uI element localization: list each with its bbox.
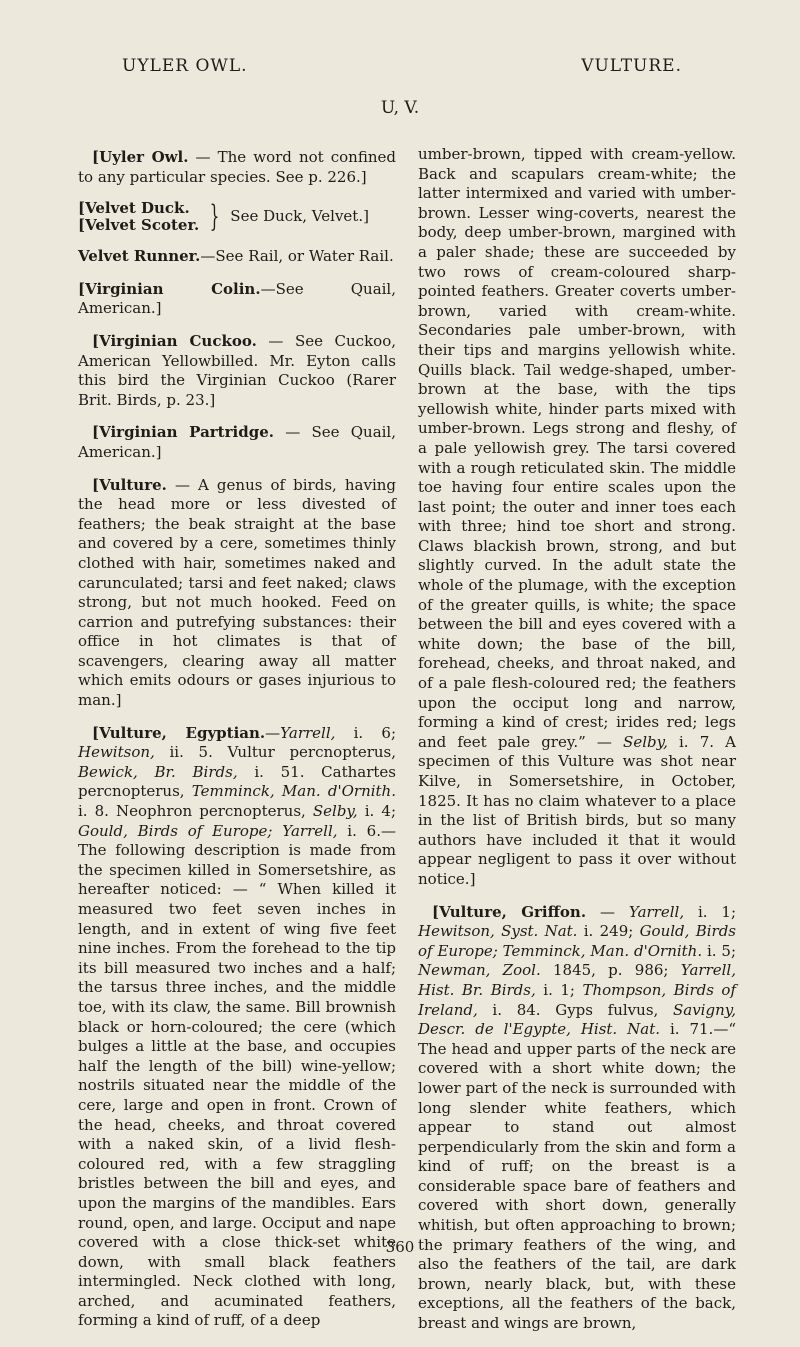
section-letter: U, V. <box>380 98 420 118</box>
entry-velvet-duck-ref: See Duck, Velvet.] <box>230 207 369 226</box>
entry-velvet-runner: Velvet Runner.—See Rail, or Water Rail. <box>78 247 394 266</box>
running-head-left: UYLER OWL. <box>122 56 248 76</box>
running-head-right: VULTURE. <box>581 56 682 76</box>
entry-virginian-colin: [Virginian Colin.—See Quail, American.] <box>78 279 396 318</box>
brace-glyph: } <box>209 199 220 235</box>
entry-vulture-genus: [Vulture. — A genus of birds, having the head more or less divested of feathers; the beak straight at the base and covered by a cere, sometimes thinly clothed with hair, sometimes naked and carunculated; tarsi and feet naked; claws strong, but not much hooked. Feed on carrion and putrefying substances: their office in hot climates is that of scavengers, clearing away all matter which emits odours or gases injurious to man.] <box>78 475 396 710</box>
entry-velvet-duck-name: [Velvet Duck. <box>78 199 190 218</box>
entry-vulture-egyptian-continued: umber-brown, tipped with cream-yellow. Back and scapulars cream-white; the latter intermixed and varied with umber-brown. Lesser wing-coverts, nearest the body, deep umber-brown, margined with a paler shade; these are succeeded by two rows of cream-coloured sharp-pointed feathers. Greater coverts umber-brown, varied with cream-white. Secondaries pale umber-brown, with their tips and margins yellowish white. Quills black. Tail wedge-shaped, umber-brown at the base, with the tips yellowish white, hinder parts mixed with umber-brown. Legs strong and fleshy, of a pale yellowish grey. The tarsi covered with a rough reticulated skin. The middle toe having four entire scales upon the last point; the outer and inner toes each with three; hind toe short and strong. Claws blackish brown, strong, and but slightly curved. In the adult state the whole of the plumage, with the exception of the greater quills, is white; the space between the bill and eyes covered with a white down; the base of the bill, forehead, cheeks, and throat naked, and of a pale flesh-coloured red; the feathers upon the occiput long and narrow, forming a kind of crest; irides red; legs and feet pale grey.” — Selby, i. 7. A specimen of this Vulture was shot near Kilve, in Somersetshire, in October, 1825. It has no claim whatever to a place in the list of British birds, but so many authors have included it that it would appear negligent to pass it over without notice.] <box>418 145 736 888</box>
entry-virginian-partridge: [Virginian Partridge. — See Quail, American.] <box>78 423 396 461</box>
entry-velvet-duck <box>78 200 396 234</box>
entry-vulture-griffon: [Vulture, Griffon. — Yarrell, i. 1; Hewitson, Syst. Nat. i. 249; Gould, Birds of Europe; Temminck, Man. d'Ornith. i. 5; Newman, Zool. 1845, p. 986; Yarrell, Hist. Br. Birds, i. 1; Thompson, Birds of Ireland, i. 84. Gyps fulvus, Savigny, Descr. de l'Egypte, Hist. Nat. i. 71.—“ The head and upper parts of the neck are covered with a short white down; the lower part of the neck is surrounded with long slender white feathers, which appear to stand out almost perpendicularly from the skin and form a kind of ruff; on the breast is a considerable space bare of feathers and covered with short down, generally whitish, but often approaching to brown; the primary feathers of the wing, and also the feathers of the tail, are dark brown, nearly black, but, with these exceptions, all the feathers of the back, breast and wings are brown, <box>418 902 737 1333</box>
entry-uyler-owl: [Uyler Owl. — The word not confined to any particular species. See p. 226.] <box>78 148 396 186</box>
entry-vulture-egyptian: [Vulture, Egyptian.—Yarrell, i. 6; Hewitson, ii. 5. Vultur percnopterus, Bewick, Br. Birds, i. 51. Cathartes percnopterus, Temminck, Man. d'Ornith. i. 8. Neophron percnopterus, Selby, i. 4; Gould, Birds of Europe; Yarrell, i. 6.— The following description is made from the specimen killed in Somersetshire, as hereafter noticed: — “ When killed it measured two feet seven inches in length, and in extent of wing five feet nine inches. From the forehead to the tip its bill measured two inches and a half; the tarsus three inches, and the middle toe, with its claw, the same. Bill brownish black or horn-coloured; the cere (which bulges a little at the base, and occupies half the length of the bill) wine-yellow; nostrils situated near the middle of the cere, large and open in front. Crown of the head, cheeks, and throat covered with a naked skin, of a livid flesh-coloured red, with a few straggling bristles between the bill and eyes, and upon the margins of the mandibles. Ears round, open, and large. Occiput and nape covered with a close thick-set white down, with small black feathers intermingled. Neck clothed with long, arched, and acuminated feathers, forming a kind of ruff, of a deep <box>78 723 396 1330</box>
page-number: 360 <box>385 1238 415 1256</box>
right-column <box>418 145 736 1347</box>
left-column <box>78 148 396 1344</box>
entry-velvet-scoter-name: [Velvet Scoter. <box>78 216 200 235</box>
entry-virginian-cuckoo: [Virginian Cuckoo. — See Cuckoo, American Yellowbilled. Mr. Eyton calls this bird the Virginian Cuckoo (Rarer Brit. Birds, p. 23.] <box>78 331 396 409</box>
